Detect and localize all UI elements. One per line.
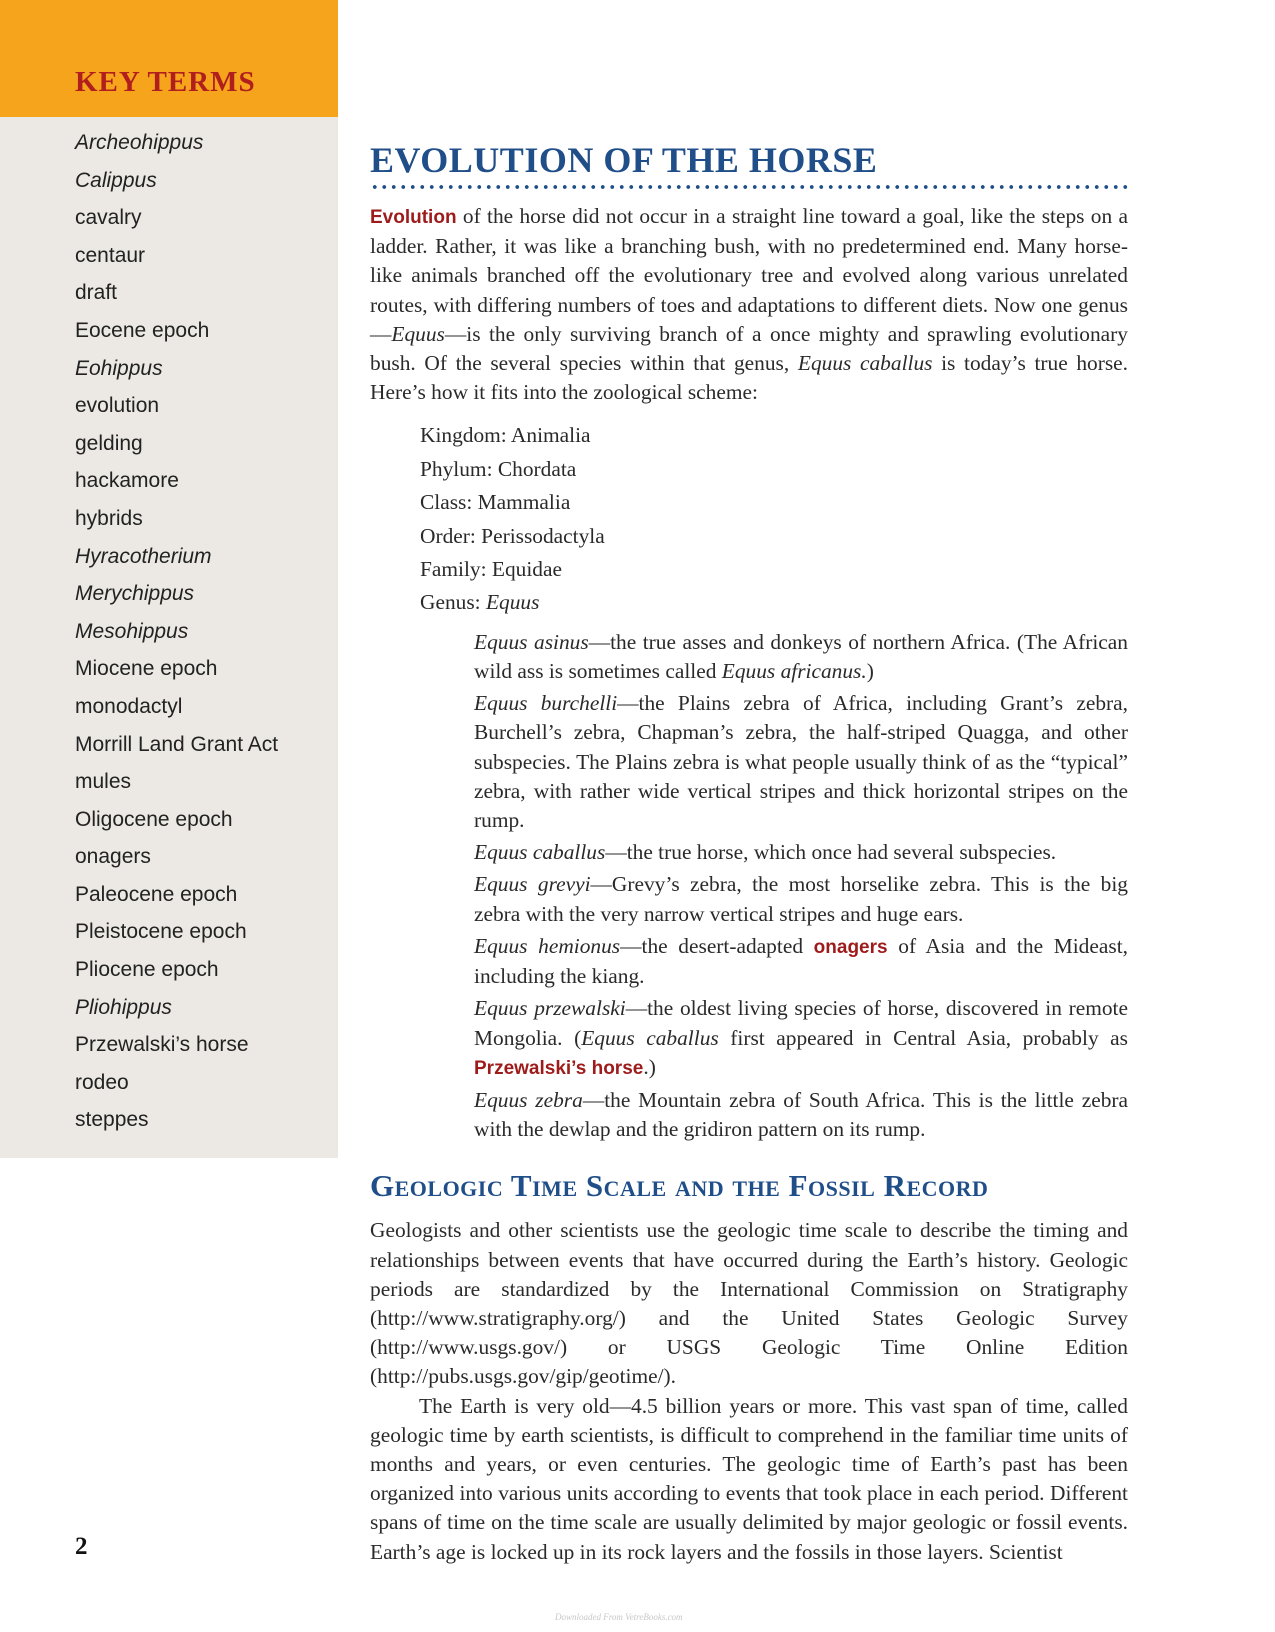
intro-paragraph: Evolution of the horse did not occur in a straight line toward a goal, like the steps on a ladder. Rather, it was like a branching bush, with no predetermined end. Many horse-like animals branched off the evolutionary tree and evolved along various unrelated routes, with differing numbers of toes and adaptations to different diets. Now one genus—Equus—is the only surviving branch of a once mighty and sprawling evolutionary bush. Of the several species within that genus, Equus caballus is today’s true horse. Here’s how it fits into the zoological scheme: — [370, 204, 1129, 405]
geologic-paragraph-1: Geologists and other scientists use the geologic time scale to describe the timing and relationships between events that have occurred during the Earth’s history. Geologic periods are standardized by the International Commission on Stratigraphy (http://www.stratigraphy.org/) and the United States Geologic Survey (http://www.usgs.gov/) or USGS Geologic Time Online Edition (http://pubs.usgs.gov/gip/geotime/). — [370, 1218, 1128, 1389]
download-watermark: Downloaded From VetreBooks.com — [555, 1612, 683, 1622]
key-term-item[interactable]: Pliohippus — [75, 995, 172, 1019]
key-term-item[interactable]: Miocene epoch — [75, 657, 218, 681]
key-term-onagers[interactable]: onagers — [813, 936, 888, 958]
key-term-item[interactable]: evolution — [75, 394, 160, 418]
species-entry-grevyi: Equus grevyi—Grevy’s zebra, the most horselike zebra. This is the big zebra with the very narrow vertical stripes and huge ears. — [474, 872, 1128, 926]
key-term-item[interactable]: Mesohippus — [75, 619, 189, 643]
main-content — [370, 138, 1128, 1567]
species-entry-asinus: Equus asinus—the true asses and donkeys of northern Africa. (The African wild ass is sometimes called Equus africanus.) — [474, 629, 1128, 684]
key-term-przewalskis-horse[interactable]: Przewalski’s horse — [474, 1057, 644, 1079]
page-number: 2 — [75, 1533, 88, 1560]
taxonomy-order: Order: Perissodactyla — [420, 523, 605, 548]
key-term-item[interactable]: Paleocene epoch — [75, 882, 238, 906]
key-term-item[interactable]: hackamore — [75, 469, 179, 493]
key-term-item[interactable]: Merychippus — [75, 582, 195, 606]
species-list — [474, 628, 1128, 1144]
key-term-item[interactable]: onagers — [75, 845, 151, 869]
key-term-item[interactable]: Calippus — [75, 168, 157, 192]
key-terms-sidebar — [0, 0, 338, 1158]
key-term-evolution[interactable]: Evolution — [370, 207, 457, 228]
key-term-item[interactable]: rodeo — [75, 1070, 129, 1094]
key-term-item[interactable]: mules — [75, 770, 132, 794]
taxonomy-genus: Genus: Equus — [420, 590, 540, 615]
key-terms-title: KEY TERMS — [75, 66, 256, 98]
section-heading-geologic-time: Geologic Time Scale and the Fossil Record — [370, 1168, 989, 1204]
taxonomy-family: Family: Equidae — [420, 557, 562, 582]
taxonomy-phylum: Phylum: Chordata — [420, 456, 577, 481]
taxonomy-kingdom: Kingdom: Animalia — [420, 423, 591, 448]
species-entry-burchelli: Equus burchelli—the Plains zebra of Africa, including Grant’s zebra, Burchell’s zebra, Chapman’s zebra, the half-striped Quagga, and other subspecies. The Plains zebra is what people usually think of as the “typical” zebra, with rather wide vertical stripes and thick horizontal stripes on the rump. — [474, 691, 1128, 833]
key-term-item[interactable]: cavalry — [75, 206, 142, 230]
key-term-item[interactable]: centaur — [75, 243, 146, 267]
key-terms-list — [75, 124, 278, 1139]
key-term-item[interactable]: steppes — [75, 1108, 149, 1132]
key-term-item[interactable]: Oligocene epoch — [75, 807, 233, 831]
key-term-item[interactable]: Archeohippus — [75, 131, 204, 154]
taxonomy-class: Class: Mammalia — [420, 490, 571, 515]
key-term-item[interactable]: Hyracotherium — [75, 544, 212, 568]
species-entry-przewalski: Equus przewalski—the oldest living species of horse, discovered in remote Mongolia. (Equus caballus first appeared in Central Asia, probably as Przewalski’s horse.) — [474, 996, 1128, 1079]
geologic-paragraph-2: The Earth is very old—4.5 billion years or more. This vast span of time, called geologic time by earth scientists, is difficult to comprehend in the familiar time units of months and years, or even centuries. The geologic time of Earth’s past has been organized into various units according to events that took place in each period. Different spans of time on the time scale are usually delimited by major geologic or fossil events. Earth’s age is locked up in its rock layers and the fossils in those layers. Scientist — [370, 1393, 1128, 1564]
dotted-rule — [370, 184, 1128, 190]
key-term-item[interactable]: gelding — [75, 431, 143, 455]
key-term-item[interactable]: draft — [75, 281, 118, 305]
section-heading-evolution: EVOLUTION OF THE HORSE — [370, 140, 878, 180]
key-term-item[interactable]: Pleistocene epoch — [75, 920, 247, 944]
species-entry-hemionus: Equus hemionus—the desert-adapted onagers of Asia and the Mideast, including the kiang. — [474, 933, 1128, 989]
species-entry-caballus: Equus caballus—the true horse, which once had several subspecies. — [474, 840, 1057, 865]
species-entry-zebra: Equus zebra—the Mountain zebra of South Africa. This is the little zebra with the dewlap and the gridiron pattern on its rump. — [474, 1087, 1129, 1142]
taxonomy-list — [420, 419, 1128, 619]
key-term-item[interactable]: hybrids — [75, 506, 143, 530]
key-terms-header — [0, 0, 338, 117]
key-term-item[interactable]: monodactyl — [75, 694, 183, 718]
key-term-item[interactable]: Przewalski’s horse — [75, 1033, 249, 1057]
key-term-item[interactable]: Eocene epoch — [75, 318, 210, 342]
key-term-item[interactable]: Morrill Land Grant Act — [75, 732, 279, 756]
key-term-item[interactable]: Pliocene epoch — [75, 958, 219, 982]
key-term-item[interactable]: Eohippus — [75, 356, 163, 380]
